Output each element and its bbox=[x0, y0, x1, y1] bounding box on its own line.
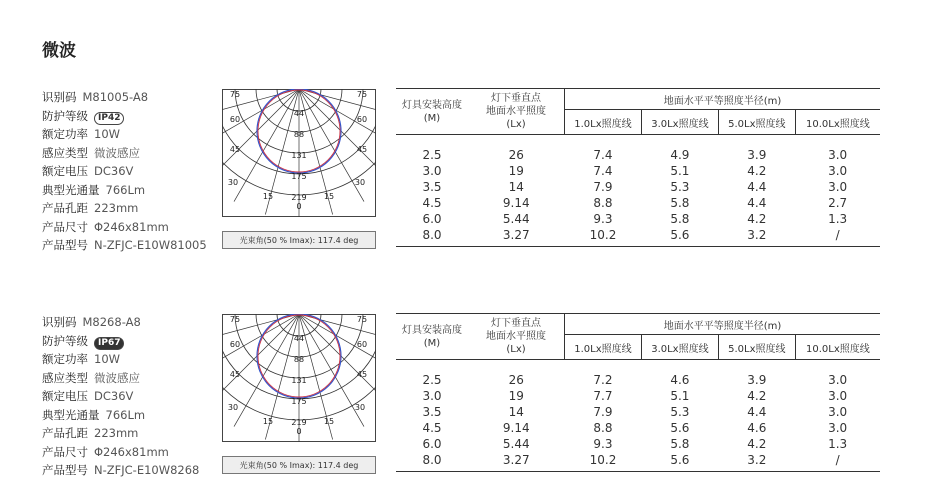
table-row bbox=[396, 227, 880, 243]
spec-value: 微波感应 bbox=[94, 145, 140, 160]
table-cell: 3.0 bbox=[422, 389, 442, 403]
spec-label: 产品尺寸 bbox=[42, 219, 88, 234]
diagram-angle-label: 60 bbox=[356, 115, 368, 124]
light-distribution-diagram bbox=[222, 89, 376, 217]
diagram-angle-label: 30 bbox=[354, 403, 366, 412]
table-cell: 26 bbox=[508, 148, 524, 162]
header-center-illuminance: 灯下垂直点 地面水平照度 (Lx) bbox=[468, 89, 565, 135]
diagram-angle-label: 15 bbox=[323, 417, 335, 426]
diagram-ring-label: 131 bbox=[291, 376, 307, 385]
table-cell: 9.14 bbox=[502, 196, 530, 210]
table-cell: 4.4 bbox=[747, 196, 767, 210]
table-cell: 7.9 bbox=[593, 180, 613, 194]
spec-value: 223mm bbox=[94, 426, 139, 440]
table-cell: 6.0 bbox=[422, 437, 442, 451]
spec-value: 223mm bbox=[94, 201, 139, 215]
diagram-angle-label: 15 bbox=[262, 417, 274, 426]
spec-row-flux bbox=[42, 181, 217, 200]
table-cell: / bbox=[835, 453, 840, 467]
illuminance-table bbox=[396, 88, 880, 247]
spec-row-voltage bbox=[42, 162, 217, 181]
table-cell: 5.44 bbox=[502, 437, 530, 451]
table-cell: 8.8 bbox=[593, 196, 613, 210]
spec-label: 防护等级 bbox=[42, 108, 88, 123]
diagram-angle-label: 45 bbox=[229, 145, 241, 154]
diagram-angle-label: 0 bbox=[296, 202, 302, 211]
table-row bbox=[396, 404, 880, 420]
diagram-angle-label: 15 bbox=[323, 192, 335, 201]
spec-label: 感应类型 bbox=[42, 145, 88, 160]
spec-label: 额定功率 bbox=[42, 127, 88, 141]
header-r5: 5.0Lx照度线 bbox=[718, 110, 795, 135]
header-r1: 1.0Lx照度线 bbox=[565, 110, 642, 135]
table-spacer bbox=[396, 360, 880, 373]
spec-label: 额定电压 bbox=[42, 389, 88, 403]
table-cell: 3.9 bbox=[747, 373, 767, 387]
spec-row-model bbox=[42, 461, 217, 480]
table-cell: 3.5 bbox=[422, 180, 442, 194]
spec-row-sensor bbox=[42, 144, 217, 163]
table-cell: 14 bbox=[508, 405, 524, 419]
spec-value: M81005-A8 bbox=[82, 90, 149, 104]
table-cell: 3.27 bbox=[502, 228, 530, 242]
spec-value: 10W bbox=[94, 127, 121, 141]
table-cell: 3.9 bbox=[747, 148, 767, 162]
header-center-illuminance: 灯下垂直点 地面水平照度 (Lx) bbox=[468, 314, 565, 360]
diagram-ring-label: 44 bbox=[293, 334, 305, 343]
table-cell: 4.2 bbox=[747, 212, 767, 226]
spec-label: 产品型号 bbox=[42, 463, 88, 477]
diagram-angle-label: 75 bbox=[229, 90, 241, 99]
spec-value: Φ246x81mm bbox=[94, 219, 169, 234]
table-cell: 3.0 bbox=[828, 405, 848, 419]
table-cell: 7.4 bbox=[593, 164, 613, 178]
table-cell: 3.5 bbox=[422, 405, 442, 419]
spec-label: 产品型号 bbox=[42, 238, 88, 252]
diagram-ring-label: 88 bbox=[293, 355, 305, 364]
diagram-angle-label: 45 bbox=[229, 370, 241, 379]
spec-row-sensor bbox=[42, 369, 217, 388]
diagram-angle-label: 60 bbox=[229, 115, 241, 124]
table-row bbox=[396, 211, 880, 227]
table-cell: 7.4 bbox=[593, 148, 613, 162]
table-cell: 3.0 bbox=[828, 164, 848, 178]
diagram-angle-label: 30 bbox=[227, 178, 239, 187]
table-cell: 3.0 bbox=[828, 373, 848, 387]
spec-label: 防护等级 bbox=[42, 333, 88, 348]
spec-row-size bbox=[42, 443, 217, 462]
table-cell: 4.6 bbox=[670, 373, 690, 387]
table-cell: 4.9 bbox=[670, 148, 690, 162]
spec-label: 典型光通量 bbox=[42, 407, 100, 422]
diagram-ring-label: 219 bbox=[291, 193, 307, 202]
diagram-angle-label: 60 bbox=[229, 340, 241, 349]
spec-label: 典型光通量 bbox=[42, 182, 100, 197]
table-cell: 9.3 bbox=[593, 437, 613, 451]
table-cell: 4.5 bbox=[422, 196, 442, 210]
illuminance-table-grid bbox=[396, 313, 880, 472]
diagram-ring-label: 175 bbox=[291, 397, 307, 406]
spec-list bbox=[42, 88, 217, 255]
table-cell: 3.2 bbox=[747, 453, 767, 467]
table-row bbox=[396, 147, 880, 163]
spec-row-id-code bbox=[42, 88, 217, 107]
spec-value: N-ZFJC-E10W8268 bbox=[94, 463, 200, 477]
table-cell: 3.0 bbox=[828, 180, 848, 194]
diagram-ring-label: 88 bbox=[293, 130, 305, 139]
table-cell: 7.2 bbox=[593, 373, 613, 387]
table-row bbox=[396, 388, 880, 404]
table-cell: 2.5 bbox=[422, 373, 442, 387]
header-r10: 10.0Lx照度线 bbox=[795, 335, 880, 360]
spec-label: 额定电压 bbox=[42, 164, 88, 178]
table-cell: 5.8 bbox=[670, 212, 690, 226]
table-cell: 4.6 bbox=[747, 421, 767, 435]
header-r3: 3.0Lx照度线 bbox=[641, 110, 718, 135]
spec-row-hole bbox=[42, 199, 217, 218]
header-r5: 5.0Lx照度线 bbox=[718, 335, 795, 360]
diagram-angle-label: 75 bbox=[229, 315, 241, 324]
beam-angle-caption: 光束角(50 % Imax): 117.4 deg bbox=[222, 231, 376, 249]
diagram-ring-label: 131 bbox=[291, 151, 307, 160]
table-cell: 9.14 bbox=[502, 421, 530, 435]
header-r1: 1.0Lx照度线 bbox=[565, 335, 642, 360]
table-row bbox=[396, 163, 880, 179]
spec-row-power bbox=[42, 125, 217, 144]
table-cell: 10.2 bbox=[589, 453, 617, 467]
diagram-angle-label: 30 bbox=[227, 403, 239, 412]
header-install-height: 灯具安装高度 (M) bbox=[396, 89, 468, 135]
diagram-angle-label: 15 bbox=[262, 192, 274, 201]
table-cell: 4.4 bbox=[747, 405, 767, 419]
header-radius-group: 地面水平平等照度半径(m) bbox=[565, 314, 881, 335]
spec-label: 识别码 bbox=[42, 90, 77, 104]
spec-label: 产品孔距 bbox=[42, 426, 88, 440]
header-r3: 3.0Lx照度线 bbox=[641, 335, 718, 360]
table-cell: 19 bbox=[508, 164, 524, 178]
spec-label: 产品孔距 bbox=[42, 201, 88, 215]
spec-label: 产品尺寸 bbox=[42, 444, 88, 459]
spec-row-id-code bbox=[42, 313, 217, 332]
table-header-row bbox=[396, 314, 880, 335]
table-cell: 1.3 bbox=[828, 437, 848, 451]
spec-row-power bbox=[42, 350, 217, 369]
spec-value: 766Lm bbox=[105, 407, 146, 422]
diagram-angle-label: 0 bbox=[296, 427, 302, 436]
illuminance-table bbox=[396, 313, 880, 472]
polar-light-distribution-diagram bbox=[222, 314, 376, 442]
table-cell: 3.0 bbox=[828, 389, 848, 403]
diagram-angle-label: 45 bbox=[356, 145, 368, 154]
table-row bbox=[396, 195, 880, 211]
table-cell: 5.1 bbox=[670, 164, 690, 178]
table-bottom-rule bbox=[396, 243, 880, 247]
table-cell: 5.6 bbox=[670, 453, 690, 467]
spec-value: 微波感应 bbox=[94, 370, 140, 385]
table-cell: 6.0 bbox=[422, 212, 442, 226]
spec-value: M8268-A8 bbox=[82, 315, 141, 329]
table-row bbox=[396, 420, 880, 436]
spec-value: DC36V bbox=[94, 389, 134, 403]
table-cell: 5.6 bbox=[670, 228, 690, 242]
spec-label: 识别码 bbox=[42, 315, 77, 329]
spec-value: DC36V bbox=[94, 164, 134, 178]
header-radius-group: 地面水平平等照度半径(m) bbox=[565, 89, 881, 110]
spec-row-size bbox=[42, 218, 217, 237]
table-cell: 2.7 bbox=[828, 196, 848, 210]
spec-value: 766Lm bbox=[105, 182, 146, 197]
spec-label: 额定功率 bbox=[42, 352, 88, 366]
table-cell: 4.2 bbox=[747, 437, 767, 451]
table-cell: 3.0 bbox=[828, 148, 848, 162]
spec-row-hole bbox=[42, 424, 217, 443]
ip-rating-badge: IP67 bbox=[94, 337, 124, 350]
illuminance-table-grid bbox=[396, 88, 880, 247]
header-install-height: 灯具安装高度 (M) bbox=[396, 314, 468, 360]
table-cell: 5.6 bbox=[670, 421, 690, 435]
table-cell: 4.2 bbox=[747, 164, 767, 178]
diagram-ring-label: 44 bbox=[293, 109, 305, 118]
table-cell: 4.2 bbox=[747, 389, 767, 403]
light-distribution-diagram bbox=[222, 314, 376, 442]
ip-rating-badge: IP42 bbox=[94, 112, 124, 125]
diagram-ring-label: 175 bbox=[291, 172, 307, 181]
table-cell: / bbox=[835, 228, 840, 242]
diagram-angle-label: 75 bbox=[356, 90, 368, 99]
table-cell: 3.27 bbox=[502, 453, 530, 467]
table-row bbox=[396, 452, 880, 468]
spec-row-protection bbox=[42, 107, 217, 126]
table-cell: 1.3 bbox=[828, 212, 848, 226]
table-bottom-rule bbox=[396, 468, 880, 472]
table-cell: 5.44 bbox=[502, 212, 530, 226]
diagram-angle-label: 75 bbox=[356, 315, 368, 324]
table-cell: 4.5 bbox=[422, 421, 442, 435]
table-cell: 4.4 bbox=[747, 180, 767, 194]
spec-value: 10W bbox=[94, 352, 121, 366]
table-row bbox=[396, 372, 880, 388]
table-row bbox=[396, 436, 880, 452]
table-cell: 8.8 bbox=[593, 421, 613, 435]
spec-row-protection bbox=[42, 332, 217, 351]
diagram-angle-label: 30 bbox=[354, 178, 366, 187]
table-cell: 3.0 bbox=[828, 421, 848, 435]
table-cell: 8.0 bbox=[422, 228, 442, 242]
spec-list bbox=[42, 313, 217, 480]
table-cell: 14 bbox=[508, 180, 524, 194]
diagram-angle-label: 60 bbox=[356, 340, 368, 349]
table-cell: 3.0 bbox=[422, 164, 442, 178]
table-cell: 7.7 bbox=[593, 389, 613, 403]
spec-value: N-ZFJC-E10W81005 bbox=[94, 238, 207, 252]
table-cell: 5.8 bbox=[670, 437, 690, 451]
table-cell: 2.5 bbox=[422, 148, 442, 162]
table-spacer bbox=[396, 135, 880, 148]
diagram-ring-label: 219 bbox=[291, 418, 307, 427]
product-block bbox=[0, 88, 926, 268]
table-cell: 19 bbox=[508, 389, 524, 403]
table-cell: 5.3 bbox=[670, 180, 690, 194]
spec-row-model bbox=[42, 236, 217, 255]
product-block bbox=[0, 313, 926, 493]
table-cell: 8.0 bbox=[422, 453, 442, 467]
polar-light-distribution-diagram bbox=[222, 89, 376, 217]
spec-value: Φ246x81mm bbox=[94, 444, 169, 459]
spec-row-flux bbox=[42, 406, 217, 425]
table-cell: 5.1 bbox=[670, 389, 690, 403]
header-r10: 10.0Lx照度线 bbox=[795, 110, 880, 135]
table-cell: 9.3 bbox=[593, 212, 613, 226]
beam-angle-caption: 光束角(50 % Imax): 117.4 deg bbox=[222, 456, 376, 474]
table-header-row bbox=[396, 89, 880, 110]
table-cell: 7.9 bbox=[593, 405, 613, 419]
table-cell: 5.3 bbox=[670, 405, 690, 419]
table-cell: 26 bbox=[508, 373, 524, 387]
table-cell: 5.8 bbox=[670, 196, 690, 210]
page-title: 微波 bbox=[42, 41, 76, 61]
table-cell: 10.2 bbox=[589, 228, 617, 242]
spec-row-voltage bbox=[42, 387, 217, 406]
table-cell: 3.2 bbox=[747, 228, 767, 242]
table-row bbox=[396, 179, 880, 195]
diagram-angle-label: 45 bbox=[356, 370, 368, 379]
spec-label: 感应类型 bbox=[42, 370, 88, 385]
